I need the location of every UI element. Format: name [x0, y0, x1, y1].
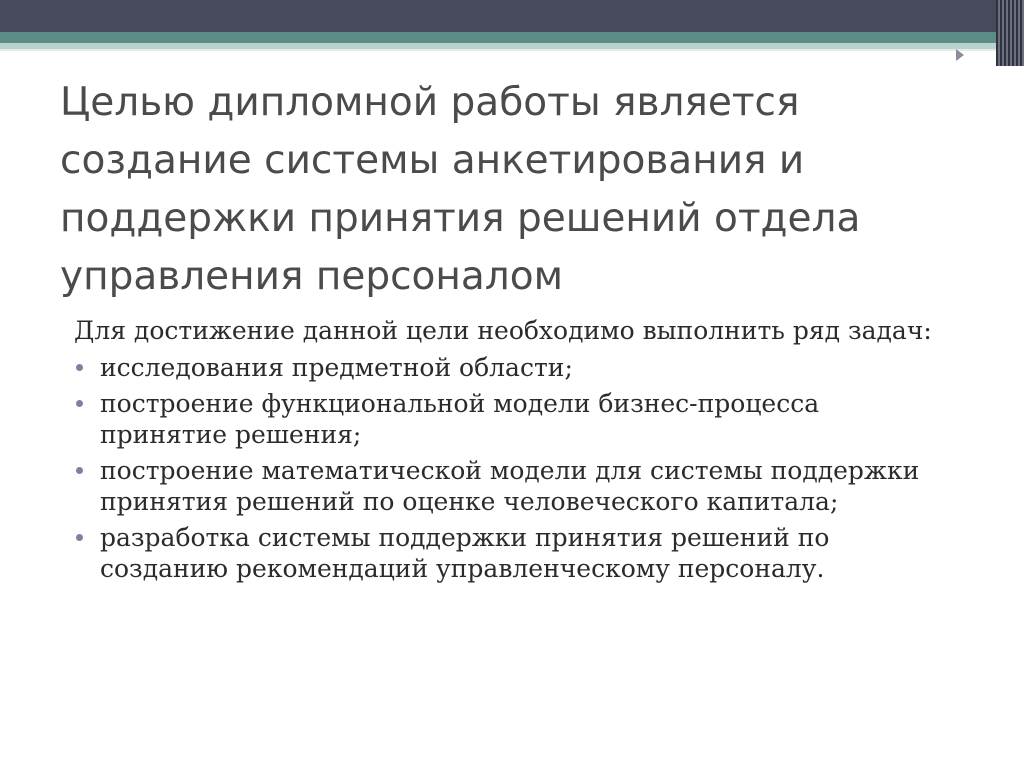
- bullet-dot-icon: [76, 534, 83, 541]
- bullet-dot-icon: [76, 364, 83, 371]
- slide-title: Целью дипломной работы является создание системы анкетирования и поддержки принятия решений отдела управления персоналом: [60, 80, 861, 299]
- bullet-dot-icon: [76, 467, 83, 474]
- task-item: [74, 389, 954, 450]
- task-text: исследования предметной области;: [100, 352, 573, 382]
- header-band-dark: [0, 0, 1024, 32]
- slide-body: [74, 316, 954, 590]
- task-item: [74, 353, 954, 384]
- corner-stripes-decoration: [996, 0, 1024, 66]
- bullet-dot-icon: [76, 400, 83, 407]
- task-item: [74, 456, 954, 517]
- header-band-line: [0, 49, 1024, 51]
- task-text: построение функциональной модели бизнес-процесса принятие решения;: [100, 389, 820, 449]
- task-item: [74, 523, 954, 584]
- corner-arrow-icon: [956, 49, 964, 61]
- intro-text: Для достижение данной цели необходимо выполнить ряд задач:: [74, 316, 932, 345]
- task-text: разработка системы поддержки принятия решений по созданию рекомендаций управленческому персоналу.: [100, 523, 830, 583]
- header-band-teal: [0, 32, 1024, 43]
- task-text: построение математической модели для системы поддержки принятия решений по оценке человеческого капитала;: [100, 456, 920, 516]
- task-list: [74, 353, 954, 585]
